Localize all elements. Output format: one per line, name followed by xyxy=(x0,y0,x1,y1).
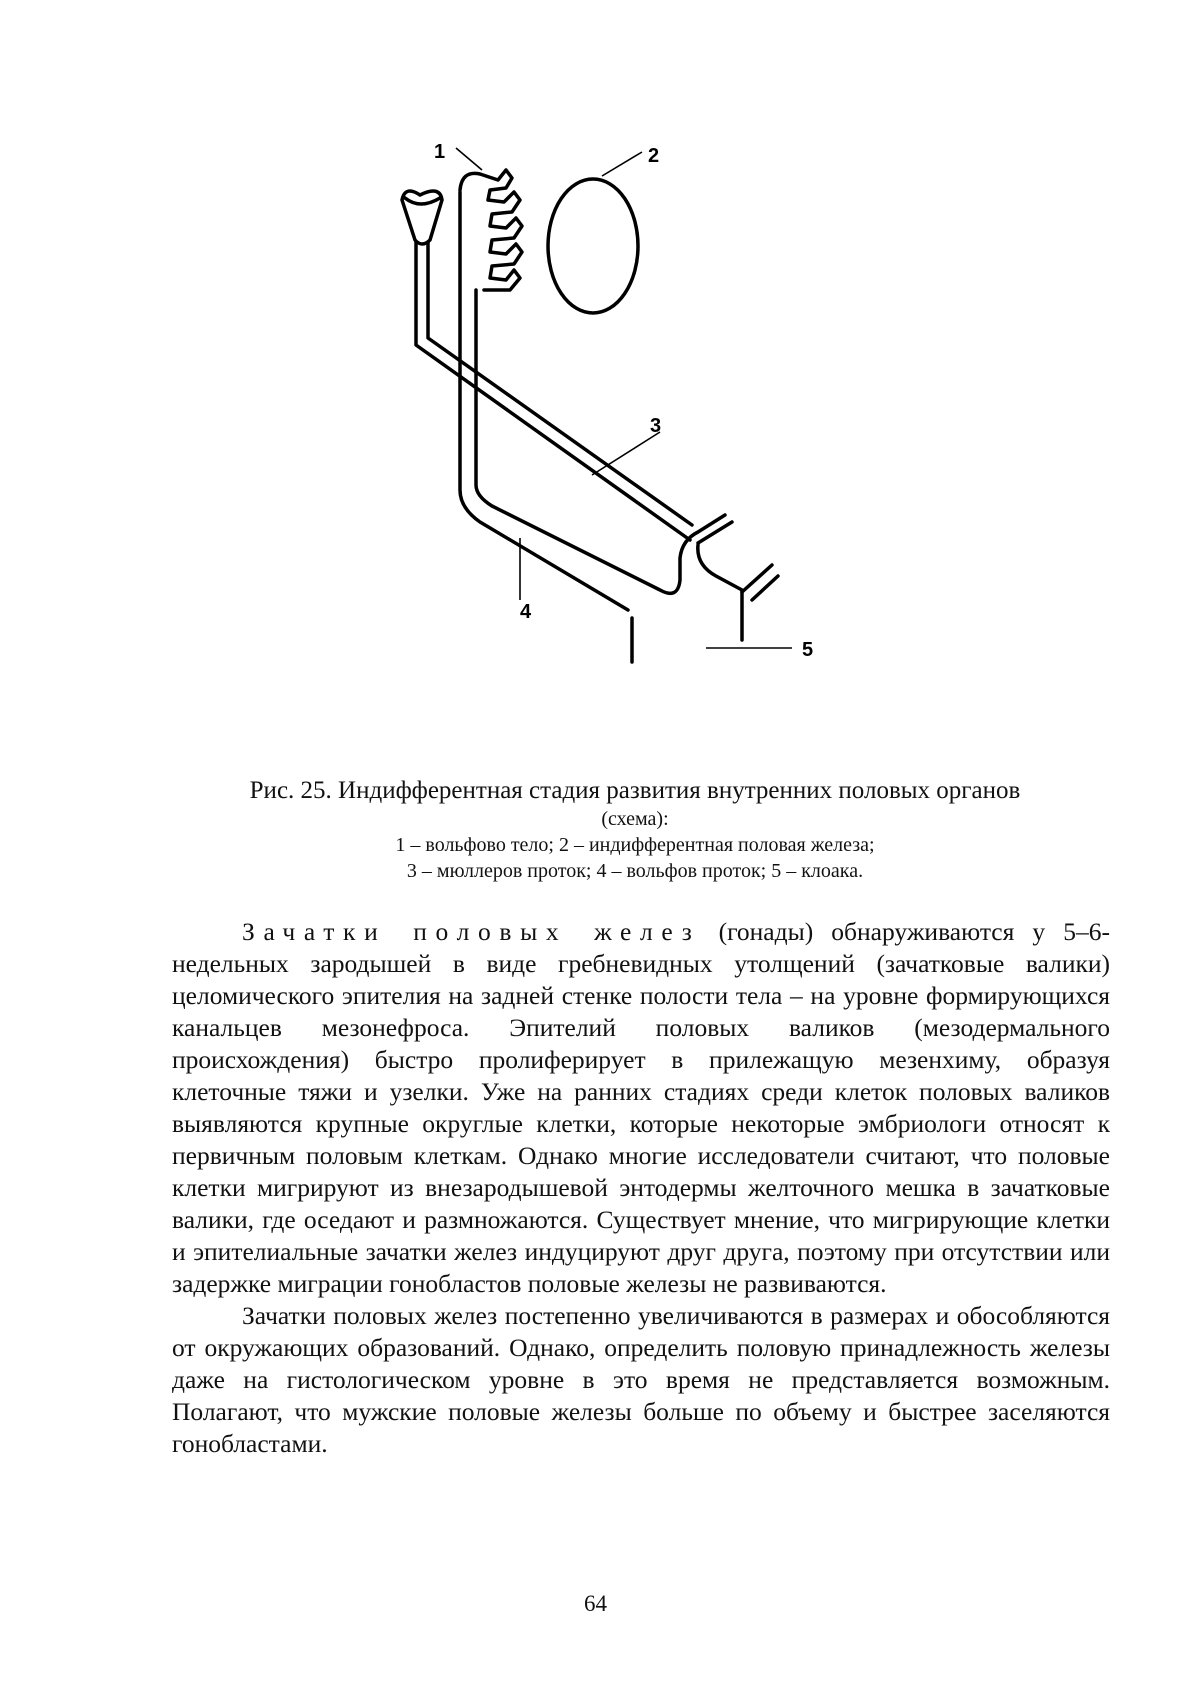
caption-title: Рис. 25. Индифферентная стадия развития внутренних половых органов xyxy=(249,777,1021,804)
urogenital-sinus-right xyxy=(698,545,742,640)
wolffian-duct-left-wall xyxy=(460,192,628,610)
figure-label-1: 1 xyxy=(434,141,446,163)
mullerian-funnel-rim xyxy=(405,198,440,204)
wolffian-duct-right-wall-2 xyxy=(698,522,732,543)
diagram-svg xyxy=(380,140,900,720)
gonad-ellipse xyxy=(548,179,638,313)
figure-label-3: 3 xyxy=(650,415,662,437)
leader-line-3 xyxy=(592,432,660,475)
figure-label-5: 5 xyxy=(802,639,814,661)
page-number: 64 xyxy=(584,1591,607,1616)
paragraph-2: Зачатки половых желез постепенно увеличиваются в размерах и обособляются от окружающих образований. Однако, определить половую принадлежность железы даже на гистологическом уровне в это время не представляется возможным. Полагают, что мужские половые железы больше по объему и быстрее заселяются гонобластами. xyxy=(172,1301,1110,1458)
spaced-term: Зачатки половых желез xyxy=(242,917,701,946)
body-text xyxy=(172,916,1110,1460)
wolffian-body xyxy=(460,170,522,290)
figure-label-4: 4 xyxy=(520,601,532,623)
figure-diagram xyxy=(380,140,900,720)
caption-legend-line-2: 3 – мюллеров проток; 4 – вольфов проток; 5 – клоака. xyxy=(406,860,864,882)
caption-legend-line-1: 1 – вольфово тело; 2 – индифферентная половая железа; xyxy=(395,834,875,856)
figure-caption xyxy=(170,776,1100,884)
leader-line-1 xyxy=(456,148,482,170)
wolffian-duct-right-wall xyxy=(476,290,725,593)
figure-label-2: 2 xyxy=(648,145,660,167)
paragraph-1-text: (гонады) обнаруживаются у 5–6-недельных зародышей в виде гребневидных утолщений (зачатковые валики) целомического эпителия на задней стенке полости тела – на уровне формирующихся канальцев мезонефроса. Эпителий половых валиков (мезодермального происхождения) быстро пролиферирует в прилежащую мезенхиму, образуя клеточные тяжи и узелки. Уже на ранних стадиях среди клеток половых валиков выявляются крупные округлые клетки, которые некоторые эмбриологи относят к первичным половым клеткам. Однако многие исследователи считают, что половые клетки мигрируют из внезародышевой энтодермы желточного мешка в зачатковые валики, где оседают и размножаются. Существует мнение, что мигрирующие клетки и эпителиальные зачатки желез индуцируют друг друга, поэтому при отсутствии или задержке миграции гонобластов половые железы не развиваются. xyxy=(172,917,1110,1298)
leader-line-2 xyxy=(602,152,642,176)
paragraph-1 xyxy=(172,916,1110,1300)
caption-subtitle: (схема): xyxy=(601,808,669,830)
